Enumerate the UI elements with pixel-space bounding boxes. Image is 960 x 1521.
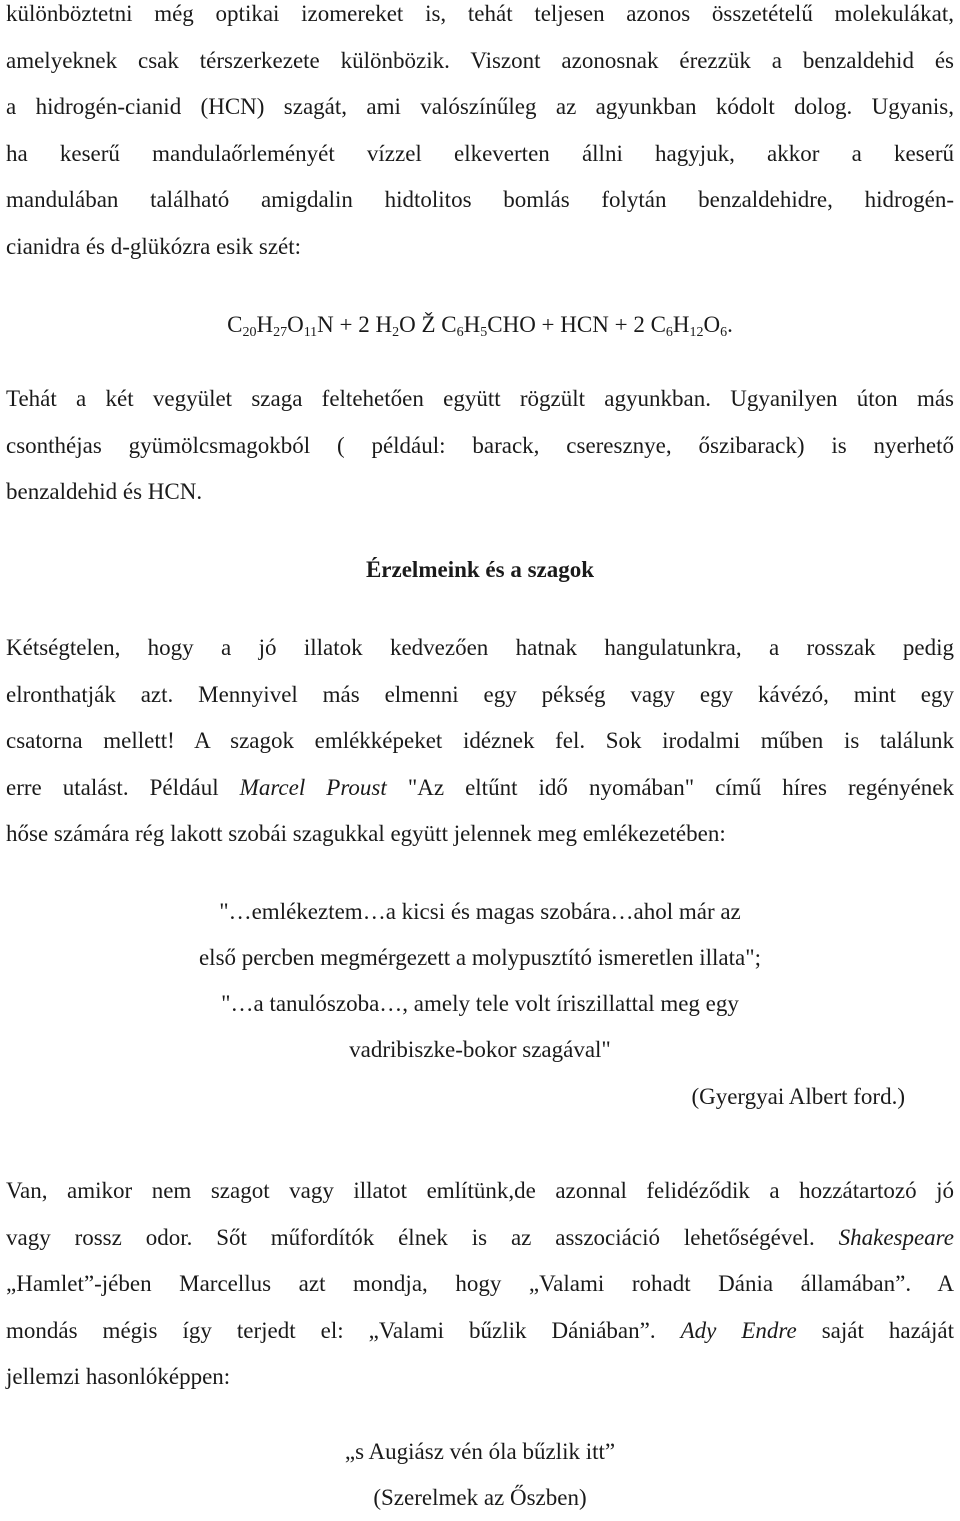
formula-subscript: 11 [303, 325, 318, 340]
paragraph-emotions [6, 625, 954, 858]
text-line: Van, amikor nem szagot vagy illatot említünk,de azonnal felidéződik a hozzátartozó jó [6, 1178, 954, 1203]
quote-line: „s Augiász vén óla bűzlik itt” [344, 1439, 616, 1464]
text-line: amelyeknek csak térszerkezete különbözik. Viszont azonosnak érezzük a benzaldehid és [6, 47, 954, 73]
text-line: benzaldehid és HCN. [6, 479, 203, 504]
text-line [6, 765, 954, 812]
text-run: erre utalást. Például [6, 774, 240, 800]
formula-subscript: 12 [689, 325, 704, 340]
formula-part: . [727, 312, 733, 337]
text-line: különböztetni még optikai izomereket is, tehát teljesen azonos összetételű molekulákat, [6, 1, 954, 26]
text-line: csonthéjas gyümölcsmagokból ( például: barack, cseresznye, őszibarack) is nyerhető [6, 432, 954, 458]
text-line: ha keserű mandulaőrleményét vízzel elkeverten állni hagyjuk, akkor a keserű [6, 140, 954, 166]
text-line [6, 1215, 954, 1262]
formula-part: O [703, 312, 721, 337]
text-line: csatorna mellett! A szagok emlékképeket idéznek fel. Sok irodalmi műben is találunk [6, 728, 954, 753]
formula-part: O [287, 312, 304, 337]
text-line: a hidrogén-cianid (HCN) szagát, ami valószínűleg az agyunkban kódolt dolog. Ugyanis, [6, 94, 954, 119]
author-name: Ady Endre [680, 1317, 797, 1343]
quote-line: "…a tanulószoba…, amely tele volt íriszillattal meg egy [221, 991, 739, 1016]
text-line: elronthatják azt. Mennyivel más elmenni egy pékség vagy egy kávézó, mint egy [6, 681, 954, 707]
formula-subscript: 27 [273, 325, 288, 340]
formula-subscript: 6 [720, 325, 728, 340]
formula-subscript: 5 [480, 325, 488, 340]
author-name: Marcel Proust [239, 774, 387, 800]
formula-subscript: 2 [392, 325, 400, 340]
text-line [6, 1308, 954, 1355]
formula-part: O Ž C [399, 312, 457, 337]
text-run: mondás mégis így terjedt el: „Valami bűzlik Dániában”. [6, 1317, 681, 1343]
quote-line: vadribiszke-bokor szagával" [349, 1037, 611, 1062]
formula-subscript: 20 [242, 325, 257, 340]
formula-part: H [256, 312, 274, 337]
quote-attribution: (Gyergyai Albert ford.) [691, 1084, 905, 1109]
paragraph-optical-isomers [6, 0, 954, 270]
formula-part: N + 2 H [317, 312, 393, 337]
text-line: cianidra és d-glükózra esik szét: [6, 233, 302, 259]
text-run: "Az eltűnt idő nyomában" című híres regényének [386, 774, 954, 800]
formula-subscript: 6 [665, 325, 673, 340]
text-line: jellemzi hasonlóképpen: [6, 1364, 231, 1389]
text-line: hőse számára rég lakott szobái szagukkal együtt jelennek meg emlékezetében: [6, 821, 726, 846]
formula-part: H [463, 312, 481, 337]
paragraph-shakespeare [6, 1168, 954, 1401]
text-run: vagy rossz odor. Sőt műfordítók élnek is az asszociáció lehetőségével. [6, 1224, 839, 1250]
section-heading: Érzelmeink és a szagok [365, 557, 595, 582]
chemical-equation [0, 302, 960, 348]
proust-quote [0, 889, 960, 1073]
quote-line: első percben megmérgezett a molypusztító ismeretlen illata"; [198, 945, 762, 970]
text-line: Kétségtelen, hogy a jó illatok kedvezően hatnak hangulatunkra, a rosszak pedig [6, 635, 954, 660]
formula-part: CHO + HCN + 2 C [487, 312, 666, 337]
text-run: saját hazáját [796, 1317, 954, 1343]
paragraph-benzaldehyde [6, 376, 954, 516]
quote-line: "…emlékeztem…a kicsi és magas szobára…ahol már az [219, 899, 741, 924]
quote-source: (Szerelmek az Őszben) [373, 1485, 587, 1510]
text-line: mandulában található amigdalin hidtolitos bomlás folytán benzaldehidre, hidrogén- [6, 187, 954, 212]
text-line: Tehát a két vegyület szaga feltehetően együtt rögzült agyunkban. Ugyanilyen úton más [6, 386, 954, 411]
formula-part: C [227, 312, 243, 337]
formula-subscript: 6 [456, 325, 464, 340]
ady-quote [0, 1429, 960, 1521]
text-line: „Hamlet”-jében Marcellus azt mondja, hogy „Valami rohadt Dánia államában”. A [6, 1271, 954, 1296]
author-name: Shakespeare [838, 1224, 954, 1250]
formula-part: H [672, 312, 690, 337]
